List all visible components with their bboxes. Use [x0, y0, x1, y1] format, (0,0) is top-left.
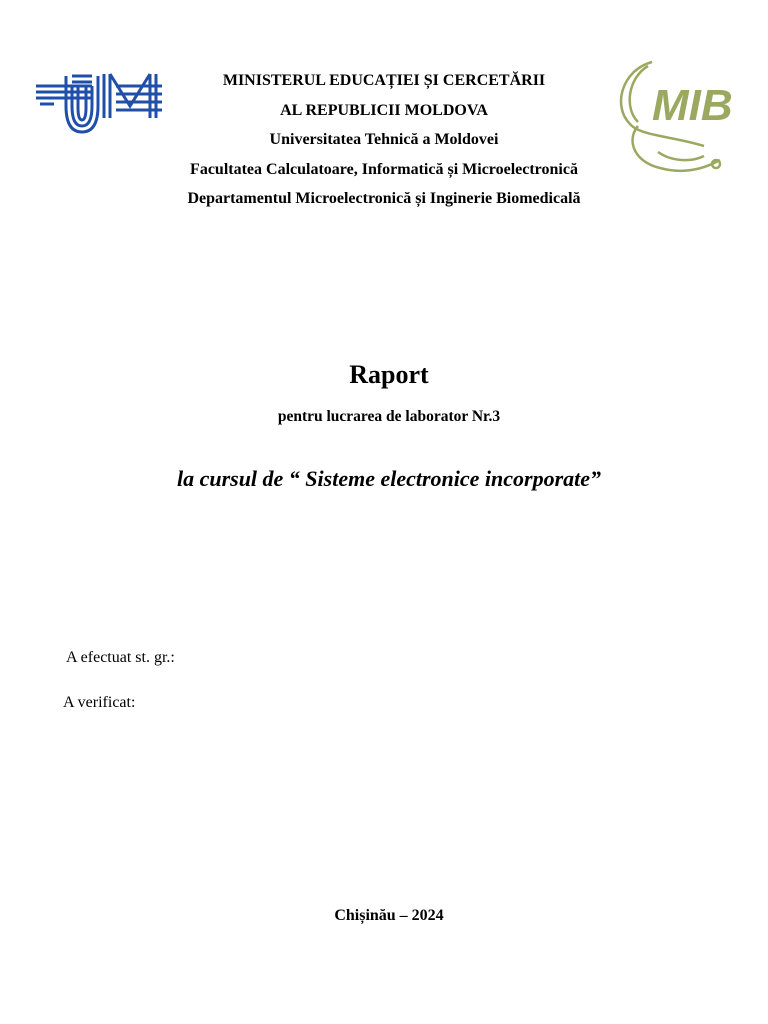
verified-by-label: A verificat:	[63, 694, 136, 711]
svg-text:MIB: MIB	[652, 81, 733, 130]
header-line-department: Departamentul Microelectronică și Inginerie Biomedicală	[187, 190, 581, 207]
city-year-footer: Chișinău – 2024	[334, 907, 444, 924]
header-line-university: Universitatea Tehnică a Moldovei	[269, 131, 499, 148]
report-title: Raport	[349, 360, 429, 389]
header-line-country: AL REPUBLICII MOLDOVA	[280, 101, 488, 119]
course-name: la cursul de “ Sisteme electronice incorporate”	[176, 466, 602, 491]
report-subtitle: pentru lucrarea de laborator Nr.3	[277, 408, 501, 425]
header-line-ministry: MINISTERUL EDUCAȚIEI ȘI CERCETĂRII	[222, 72, 546, 89]
institution-header	[0, 66, 768, 214]
performed-by-label: A efectuat st. gr.:	[66, 649, 175, 666]
header-line-faculty: Facultatea Calculatoare, Informatică și Microelectronică	[190, 160, 578, 178]
